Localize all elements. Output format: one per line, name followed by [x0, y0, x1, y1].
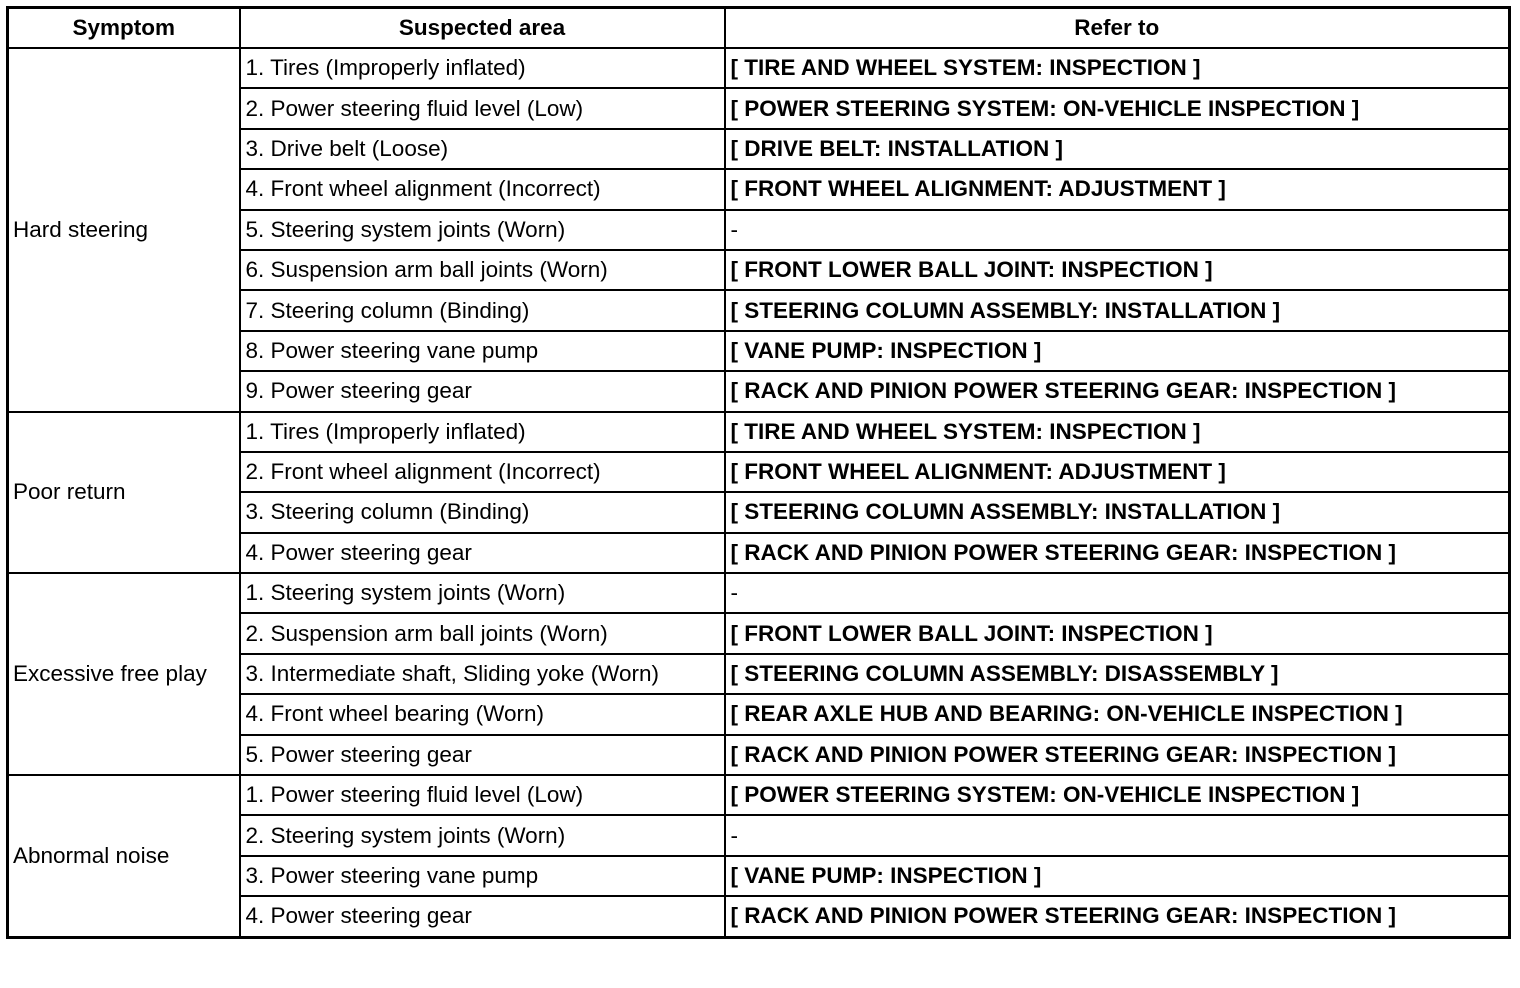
- refer-to-cell: -: [725, 210, 1510, 250]
- suspected-area-cell: 2. Front wheel alignment (Incorrect): [240, 452, 725, 492]
- suspected-area-cell: 1. Power steering fluid level (Low): [240, 775, 725, 815]
- refer-to-cell: [ RACK AND PINION POWER STEERING GEAR: INSPECTION ]: [725, 533, 1510, 573]
- suspected-area-cell: 3. Power steering vane pump: [240, 856, 725, 896]
- suspected-area-cell: 3. Drive belt (Loose): [240, 129, 725, 169]
- suspected-area-cell: 2. Power steering fluid level (Low): [240, 88, 725, 128]
- refer-to-cell: [ DRIVE BELT: INSTALLATION ]: [725, 129, 1510, 169]
- refer-to-cell: [ TIRE AND WHEEL SYSTEM: INSPECTION ]: [725, 412, 1510, 452]
- refer-to-cell: -: [725, 815, 1510, 855]
- table-row: [8, 48, 1510, 88]
- refer-to-cell: [ FRONT LOWER BALL JOINT: INSPECTION ]: [725, 613, 1510, 653]
- suspected-area-cell: 4. Power steering gear: [240, 896, 725, 937]
- suspected-area-cell: 3. Steering column (Binding): [240, 492, 725, 532]
- refer-to-cell: [ TIRE AND WHEEL SYSTEM: INSPECTION ]: [725, 48, 1510, 88]
- suspected-area-cell: 4. Front wheel alignment (Incorrect): [240, 169, 725, 209]
- refer-to-cell: [ FRONT WHEEL ALIGNMENT: ADJUSTMENT ]: [725, 452, 1510, 492]
- header-suspected-area: Suspected area: [240, 8, 725, 49]
- table-row: [8, 775, 1510, 815]
- refer-to-cell: [ VANE PUMP: INSPECTION ]: [725, 331, 1510, 371]
- suspected-area-cell: 4. Power steering gear: [240, 533, 725, 573]
- header-refer-to: Refer to: [725, 8, 1510, 49]
- suspected-area-cell: 6. Suspension arm ball joints (Worn): [240, 250, 725, 290]
- table-row: [8, 412, 1510, 452]
- refer-to-cell: [ POWER STEERING SYSTEM: ON-VEHICLE INSPECTION ]: [725, 775, 1510, 815]
- troubleshooting-table: [6, 6, 1511, 939]
- suspected-area-cell: 3. Intermediate shaft, Sliding yoke (Worn): [240, 654, 725, 694]
- suspected-area-cell: 9. Power steering gear: [240, 371, 725, 411]
- suspected-area-cell: 4. Front wheel bearing (Worn): [240, 694, 725, 734]
- suspected-area-cell: 2. Steering system joints (Worn): [240, 815, 725, 855]
- refer-to-cell: [ RACK AND PINION POWER STEERING GEAR: INSPECTION ]: [725, 896, 1510, 937]
- suspected-area-cell: 5. Power steering gear: [240, 735, 725, 775]
- table-body: [8, 48, 1510, 937]
- suspected-area-cell: 2. Suspension arm ball joints (Worn): [240, 613, 725, 653]
- refer-to-cell: [ STEERING COLUMN ASSEMBLY: INSTALLATION ]: [725, 290, 1510, 330]
- suspected-area-cell: 5. Steering system joints (Worn): [240, 210, 725, 250]
- refer-to-cell: [ POWER STEERING SYSTEM: ON-VEHICLE INSPECTION ]: [725, 88, 1510, 128]
- suspected-area-cell: 1. Steering system joints (Worn): [240, 573, 725, 613]
- suspected-area-cell: 1. Tires (Improperly inflated): [240, 48, 725, 88]
- refer-to-cell: [ STEERING COLUMN ASSEMBLY: DISASSEMBLY ]: [725, 654, 1510, 694]
- table-row: [8, 573, 1510, 613]
- suspected-area-cell: 8. Power steering vane pump: [240, 331, 725, 371]
- refer-to-cell: [ VANE PUMP: INSPECTION ]: [725, 856, 1510, 896]
- suspected-area-cell: 1. Tires (Improperly inflated): [240, 412, 725, 452]
- refer-to-cell: -: [725, 573, 1510, 613]
- refer-to-cell: [ FRONT LOWER BALL JOINT: INSPECTION ]: [725, 250, 1510, 290]
- header-row: [8, 8, 1510, 49]
- refer-to-cell: [ RACK AND PINION POWER STEERING GEAR: INSPECTION ]: [725, 371, 1510, 411]
- refer-to-cell: [ REAR AXLE HUB AND BEARING: ON-VEHICLE INSPECTION ]: [725, 694, 1510, 734]
- symptom-cell: Abnormal noise: [8, 775, 240, 937]
- symptom-cell: Poor return: [8, 412, 240, 574]
- refer-to-cell: [ RACK AND PINION POWER STEERING GEAR: INSPECTION ]: [725, 735, 1510, 775]
- symptom-cell: Hard steering: [8, 48, 240, 412]
- header-symptom: Symptom: [8, 8, 240, 49]
- refer-to-cell: [ FRONT WHEEL ALIGNMENT: ADJUSTMENT ]: [725, 169, 1510, 209]
- refer-to-cell: [ STEERING COLUMN ASSEMBLY: INSTALLATION ]: [725, 492, 1510, 532]
- symptom-cell: Excessive free play: [8, 573, 240, 775]
- suspected-area-cell: 7. Steering column (Binding): [240, 290, 725, 330]
